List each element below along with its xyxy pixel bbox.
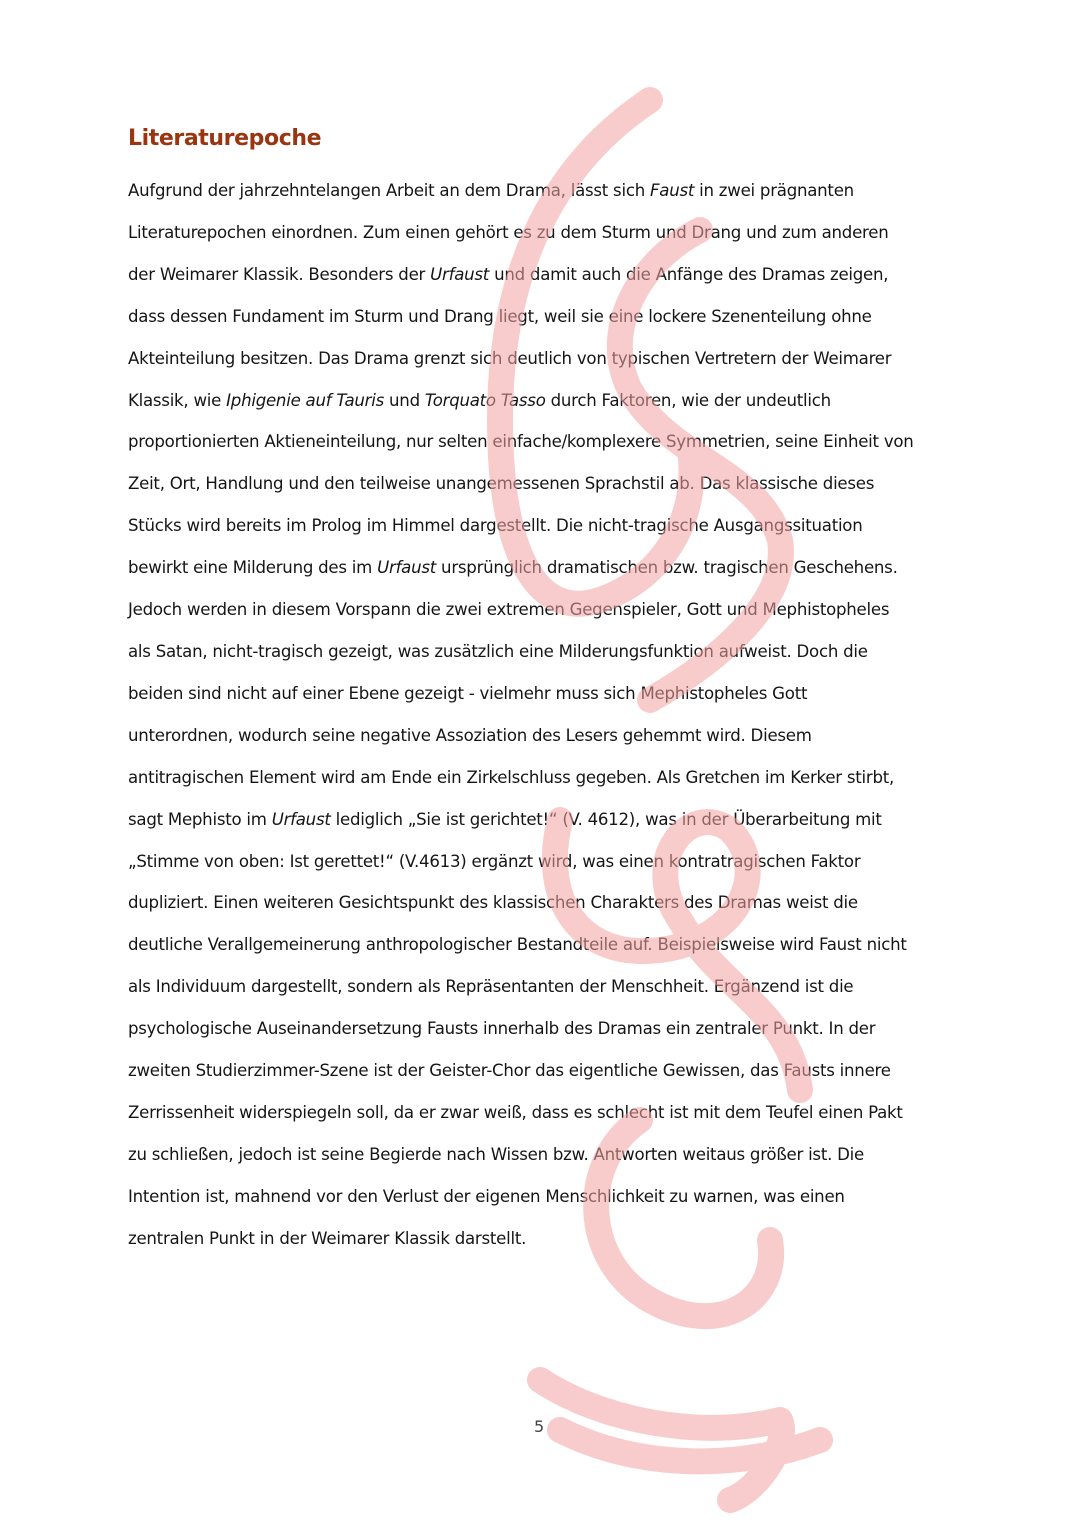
text-line xyxy=(128,505,928,547)
text-segment: unterordnen, wodurch seine negative Assoziation des Lesers gehemmt wird. Diesem xyxy=(128,725,812,745)
text-segment: und damit auch die Anfänge des Dramas zeigen, xyxy=(489,264,889,284)
text-segment: lediglich „Sie ist gerichtet!“ (V. 4612), was in der Überarbeitung mit xyxy=(330,809,882,829)
text-segment: beiden sind nicht auf einer Ebene gezeigt - vielmehr muss sich Mephistopheles Gott xyxy=(128,683,808,703)
text-line xyxy=(128,1176,928,1218)
text-segment: als Satan, nicht-tragisch gezeigt, was zusätzlich eine Milderungsfunktion aufweist. Doch die xyxy=(128,641,868,661)
text-segment: antitragischen Element wird am Ende ein Zirkelschluss gegeben. Als Gretchen im Kerker stirbt, xyxy=(128,767,895,787)
text-segment: als Individuum dargestellt, sondern als Repräsentanten der Menschheit. Ergänzend ist die xyxy=(128,977,854,997)
text-line xyxy=(128,338,928,380)
text-segment: in zwei prägnanten xyxy=(694,181,854,200)
body-paragraph xyxy=(128,170,928,1260)
text-line xyxy=(128,924,928,966)
text-line xyxy=(128,631,928,673)
text-segment: durch Faktoren, wie der undeutlich xyxy=(545,390,831,410)
text-line xyxy=(128,673,928,715)
text-segment: Jedoch werden in diesem Vorspann die zwei extremen Gegenspieler, Gott und Mephistopheles xyxy=(128,600,890,620)
text-segment: Aufgrund der jahrzehntelangen Arbeit an dem Drama, lässt sich xyxy=(128,181,650,200)
text-segment: ursprünglich dramatischen bzw. tragischen Geschehens. xyxy=(436,558,898,578)
page-number: 5 xyxy=(534,1417,545,1436)
text-segment: der Weimarer Klassik. Besonders der xyxy=(128,264,431,284)
text-line xyxy=(128,547,928,589)
text-line xyxy=(128,799,928,841)
text-segment: zweiten Studierzimmer-Szene ist der Geister-Chor das eigentliche Gewissen, das Fausts innere xyxy=(128,1061,891,1081)
text-line xyxy=(128,882,928,924)
text-segment: Zerrissenheit widerspiegeln soll, da er zwar weiß, dass es schlecht ist mit dem Teufel einen Pakt xyxy=(128,1102,903,1122)
italic-title: Urfaust xyxy=(430,264,490,284)
text-line xyxy=(128,1050,928,1092)
italic-title: Faust xyxy=(649,181,695,200)
text-segment: psychologische Auseinandersetzung Fausts innerhalb des Dramas ein zentraler Punkt. In der xyxy=(128,1019,876,1039)
text-line xyxy=(128,170,928,212)
text-line xyxy=(128,463,928,505)
text-segment: Literaturepochen einordnen. Zum einen gehört es zu dem Sturm und Drang und zum anderen xyxy=(128,222,889,242)
text-segment: bewirkt eine Milderung des im xyxy=(128,558,378,578)
text-line xyxy=(128,1008,928,1050)
text-line xyxy=(128,589,928,631)
text-line xyxy=(128,715,928,757)
text-line xyxy=(128,966,928,1008)
text-segment: „Stimme von oben: Ist gerettet!“ (V.4613) ergänzt wird, was einen kontratragischen Faktor xyxy=(128,851,861,871)
text-segment: zu schließen, jedoch ist seine Begierde nach Wissen bzw. Antworten weitaus größer ist. Die xyxy=(128,1144,864,1164)
text-segment: Zeit, Ort, Handlung und den teilweise unangemessenen Sprachstil ab. Das klassische dieses xyxy=(128,474,875,494)
italic-title: Torquato Tasso xyxy=(424,390,546,410)
text-segment: dass dessen Fundament im Sturm und Drang liegt, weil sie eine lockere Szenenteilung ohne xyxy=(128,306,872,326)
text-segment: Akteinteilung besitzen. Das Drama grenzt sich deutlich von typischen Vertretern der Weimarer xyxy=(128,348,892,368)
text-segment: proportionierten Aktieneinteilung, nur selten einfache/komplexere Symmetrien, seine Einheit von xyxy=(128,432,914,452)
italic-title: Iphigenie auf Tauris xyxy=(226,390,385,410)
italic-title: Urfaust xyxy=(377,558,437,578)
text-segment: Intention ist, mahnend vor den Verlust der eigenen Menschlichkeit zu warnen, was einen xyxy=(128,1186,845,1206)
text-segment: dupliziert. Einen weiteren Gesichtspunkt des klassischen Charakters des Dramas weist die xyxy=(128,893,858,913)
text-segment: deutliche Verallgemeinerung anthropologischer Bestandteile auf. Beispielsweise wird Faust nicht xyxy=(128,935,907,955)
italic-title: Urfaust xyxy=(271,809,331,829)
text-line xyxy=(128,1134,928,1176)
text-line xyxy=(128,841,928,883)
text-segment: zentralen Punkt in der Weimarer Klassik darstellt. xyxy=(128,1228,527,1248)
text-line xyxy=(128,254,928,296)
text-line xyxy=(128,757,928,799)
text-segment: sagt Mephisto im xyxy=(128,809,272,829)
text-segment: Stücks wird bereits im Prolog im Himmel dargestellt. Die nicht-tragische Ausgangssituation xyxy=(128,516,863,536)
text-line xyxy=(128,1092,928,1134)
text-line xyxy=(128,212,928,254)
text-line xyxy=(128,1218,928,1260)
text-line xyxy=(128,380,928,422)
text-line xyxy=(128,296,928,338)
section-heading: Literaturepoche xyxy=(128,126,322,151)
text-segment: Klassik, wie xyxy=(128,390,227,410)
text-line xyxy=(128,421,928,463)
text-segment: und xyxy=(384,390,425,410)
